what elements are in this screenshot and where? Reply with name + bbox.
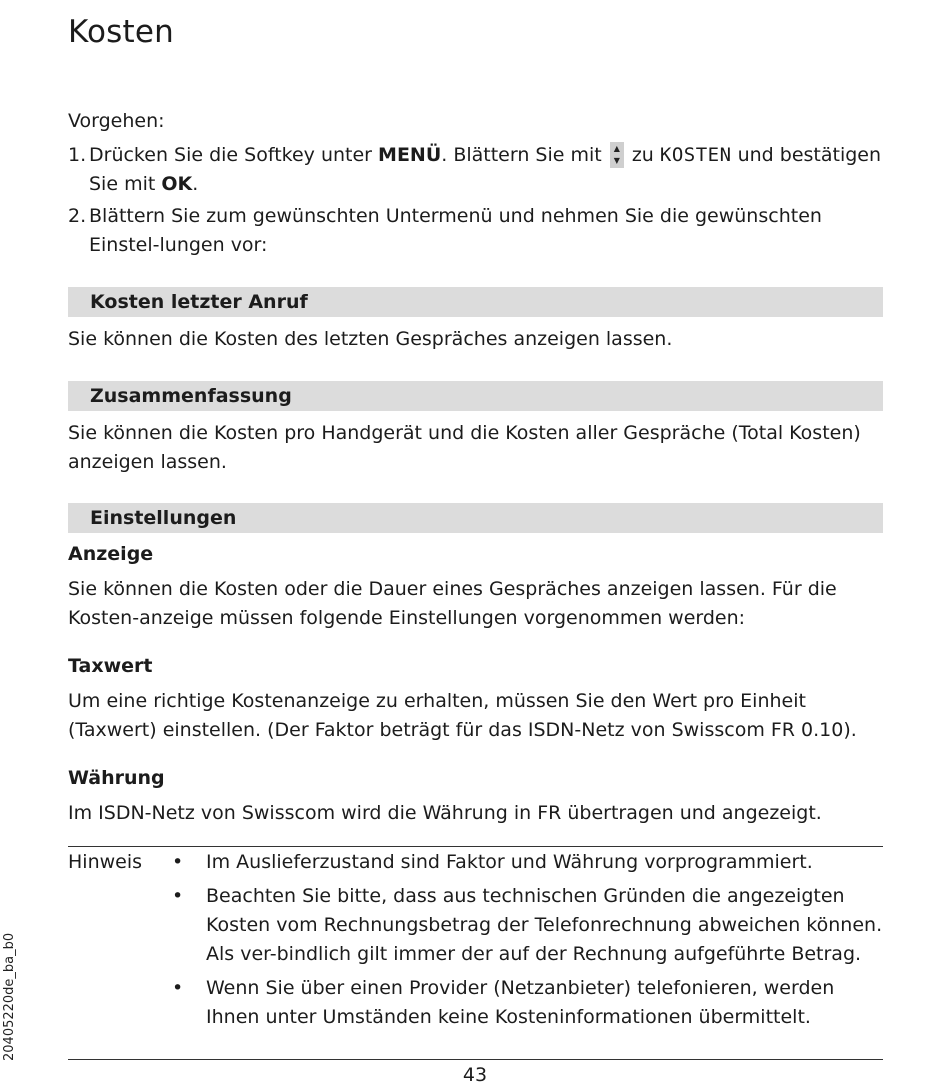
menu-keyword: MENÜ [378,144,442,166]
intro-text: Vorgehen: [68,110,165,132]
note-text: Beachten Sie bitte, dass aus technischen Gründen die angezeigten Kosten vom Rechnungsbetrag der Telefonrechnung abweichen können. Als ver-bindlich gilt immer der auf der Rechnung aufgeführte Betrag. [206,885,883,965]
step-text-part: und bestätigen Sie mit [89,144,882,195]
note-list [170,848,883,1037]
step-2 [68,202,883,260]
subsection-text: Sie können die Kosten oder die Dauer eines Gespräches anzeigen lassen. Für die Kosten-anzeige müssen folgende Einstellungen vorgenommen werden: [68,578,837,629]
section-bar-kosten-letzter-anruf [68,287,883,317]
note-text: Im Auslieferzustand sind Faktor und Währung vorprogrammiert. [206,851,813,873]
arrow-up-icon: ▲ [613,144,620,153]
section-heading: Kosten letzter Anruf [90,291,308,313]
note-item [170,882,883,969]
note-label: Hinweis [68,851,143,873]
subsection-heading-waehrung: Währung [68,767,165,789]
arrow-down-icon: ▼ [613,156,620,165]
note-top-divider [68,846,883,847]
section-heading: Einstellungen [90,507,237,529]
page-number: 43 [462,1064,488,1086]
page-title: Kosten [68,14,174,50]
step-text [89,141,883,199]
step-number: 2. [68,205,87,227]
step-text-part: . Blättern Sie mit [441,144,608,166]
note-item [170,974,883,1032]
steps-list [68,141,883,263]
bullet-icon: • [172,851,184,873]
scroll-key-icon [610,142,624,168]
footer-divider [68,1059,883,1060]
step-text: Blättern Sie zum gewünschten Untermenü und nehmen Sie die gewünschten Einstel-lungen vor: [89,205,822,256]
document-code: 20405220de_ba_b0 [2,932,17,1061]
subsection-heading-anzeige: Anzeige [68,543,154,565]
bullet-icon: • [172,977,184,999]
subsection-text: Um eine richtige Kostenanzeige zu erhalten, müssen Sie den Wert pro Einheit (Taxwert) einstellen. (Der Faktor beträgt für das ISDN-Netz von Swisscom FR 0.10). [68,690,857,741]
ok-keyword: OK [161,173,193,195]
section-bar-einstellungen [68,503,883,533]
step-text-part: zu [625,144,660,166]
note-item [170,848,883,877]
section-heading: Zusammenfassung [90,385,292,407]
bullet-icon: • [172,885,184,907]
step-text-part: . [192,173,199,195]
section-text: Sie können die Kosten pro Handgerät und die Kosten aller Gespräche (Total Kosten) anzeigen lassen. [68,422,861,473]
step-1 [68,141,883,199]
subsection-text: Im ISDN-Netz von Swisscom wird die Währung in FR übertragen und angezeigt. [68,802,822,824]
note-text: Wenn Sie über einen Provider (Netzanbieter) telefonieren, werden Ihnen unter Umständen keine Kosteninformationen übermittelt. [206,977,835,1028]
section-text: Sie können die Kosten des letzten Gespräches anzeigen lassen. [68,328,673,350]
subsection-heading-taxwert: Taxwert [68,655,153,677]
step-text-part: Drücken Sie die Softkey unter [89,144,379,166]
step-number: 1. [68,144,87,166]
section-bar-zusammenfassung [68,381,883,411]
display-text: KOSTEN [659,144,732,166]
